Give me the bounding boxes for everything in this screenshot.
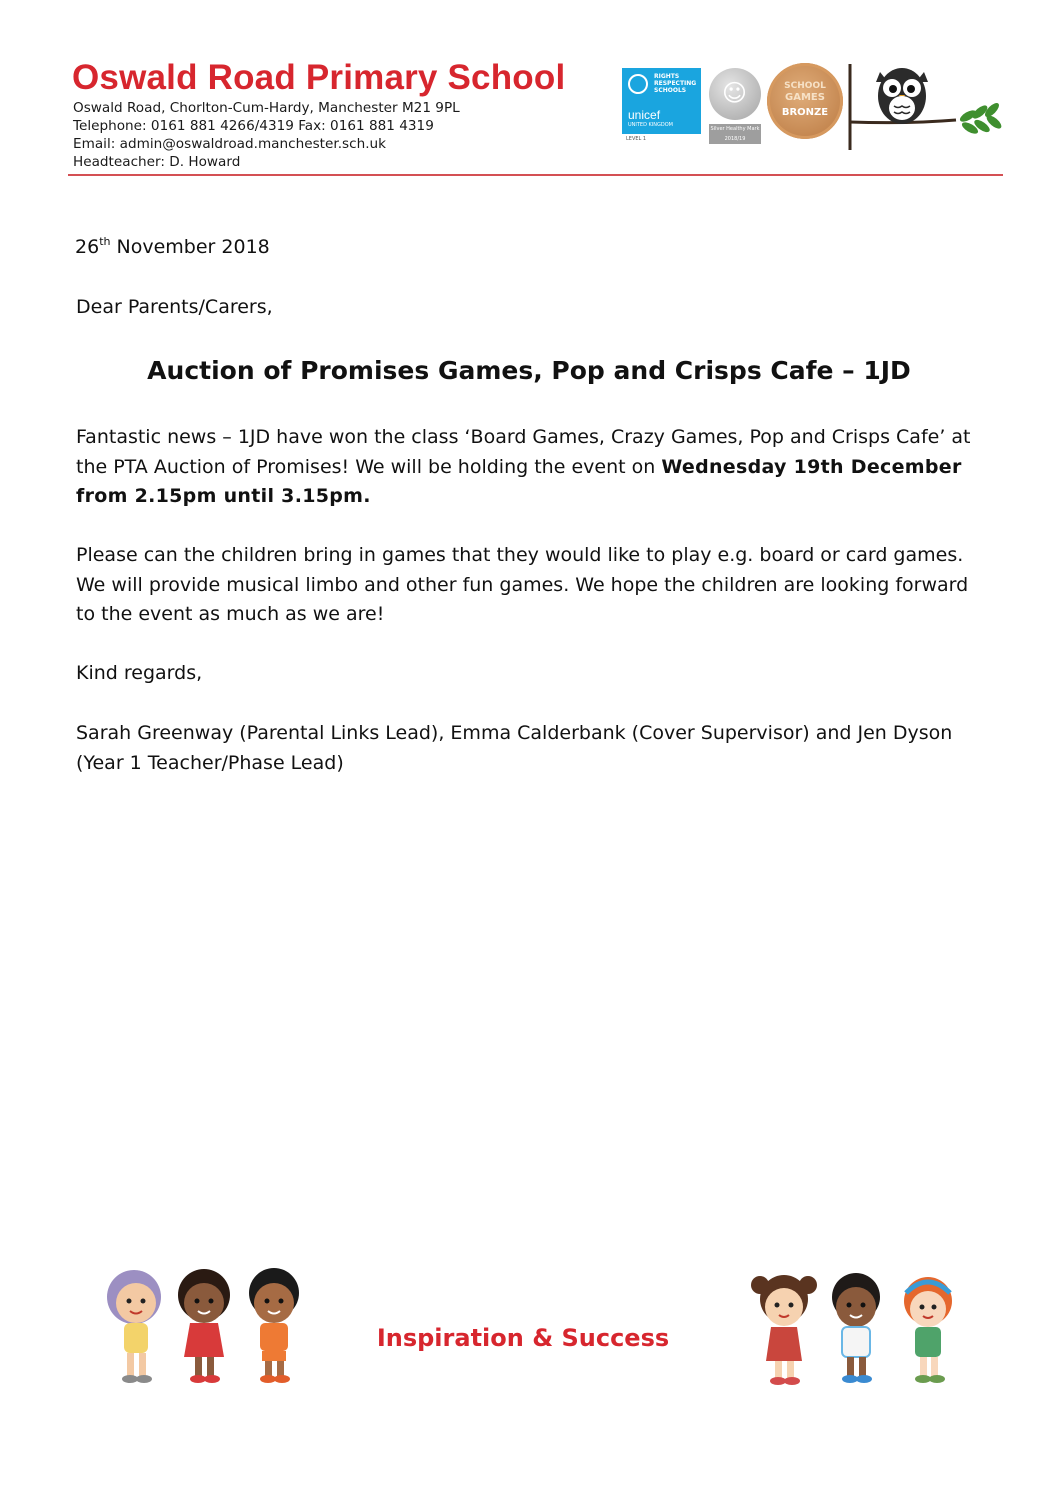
healthy-schools-silver-badge	[709, 68, 761, 120]
unicef-badge-brand: unicef	[628, 108, 661, 122]
school-address: Oswald Road, Chorlton-Cum-Hardy, Manchester M21 9PL	[73, 100, 460, 116]
school-games-bronze-badge	[767, 63, 843, 139]
paragraph-announcement: Fantastic news – 1JD have won the class ‘Board Games, Crazy Games, Pop and Crisps Cafe’ at the PTA Auction of Promises! We will be holding the event on Wednesday 19th December from 2.15pm until 3.15pm.	[76, 426, 971, 507]
unicef-badge-title: RIGHTS RESPECTING SCHOOLS	[654, 73, 697, 94]
school-telephone: Telephone: 0161 881 4266/4319 Fax: 0161 881 4319	[73, 118, 434, 134]
headteacher: Headteacher: D. Howard	[73, 154, 241, 170]
bronze-badge-line-1: SCHOOL	[784, 81, 826, 91]
people-icon: ☺	[722, 79, 748, 107]
letter-date: 26th November 2018	[75, 235, 270, 258]
unicef-badge-level: LEVEL 1	[626, 136, 647, 142]
school-motto: Inspiration & Success	[376, 1324, 670, 1352]
signatories: Sarah Greenway (Parental Links Lead), Emma Calderbank (Cover Supervisor) and Jen Dyson (Year 1 Teacher/Phase Lead)	[76, 722, 953, 774]
letterhead-divider	[68, 174, 1003, 176]
children-illustration-right-icon	[746, 1265, 968, 1390]
school-email: Email: admin@oswaldroad.manchester.sch.uk	[73, 136, 387, 152]
letter-title: Auction of Promises Games, Pop and Crisps Cafe – 1JD	[147, 356, 911, 385]
unicef-globe-icon	[628, 74, 648, 94]
owl-logo-icon	[846, 62, 1006, 154]
healthy-schools-caption: Silver Healthy Mark 2018/19	[710, 126, 760, 142]
salutation: Dear Parents/Carers,	[76, 296, 273, 318]
event-date-time: Wednesday 19th December from 2.15pm until 3.15pm.	[76, 455, 962, 507]
school-name: Oswald Road Primary School	[72, 58, 566, 97]
date-ordinal-suffix: th	[99, 235, 111, 248]
bronze-badge-line-2: GAMES	[785, 92, 825, 103]
closing: Kind regards,	[76, 662, 203, 684]
unicef-badge-sub: UNITED KINGDOM	[628, 122, 673, 128]
bronze-badge-line-3: BRONZE	[781, 107, 829, 118]
paragraph-request: Please can the children bring in games that they would like to play e.g. board or card games. We will provide musical limbo and other fun games. We hope the children are looking forward to the event as much as we are!	[76, 544, 969, 625]
contact-details	[73, 99, 460, 171]
unicef-rights-respecting-badge	[622, 68, 701, 134]
